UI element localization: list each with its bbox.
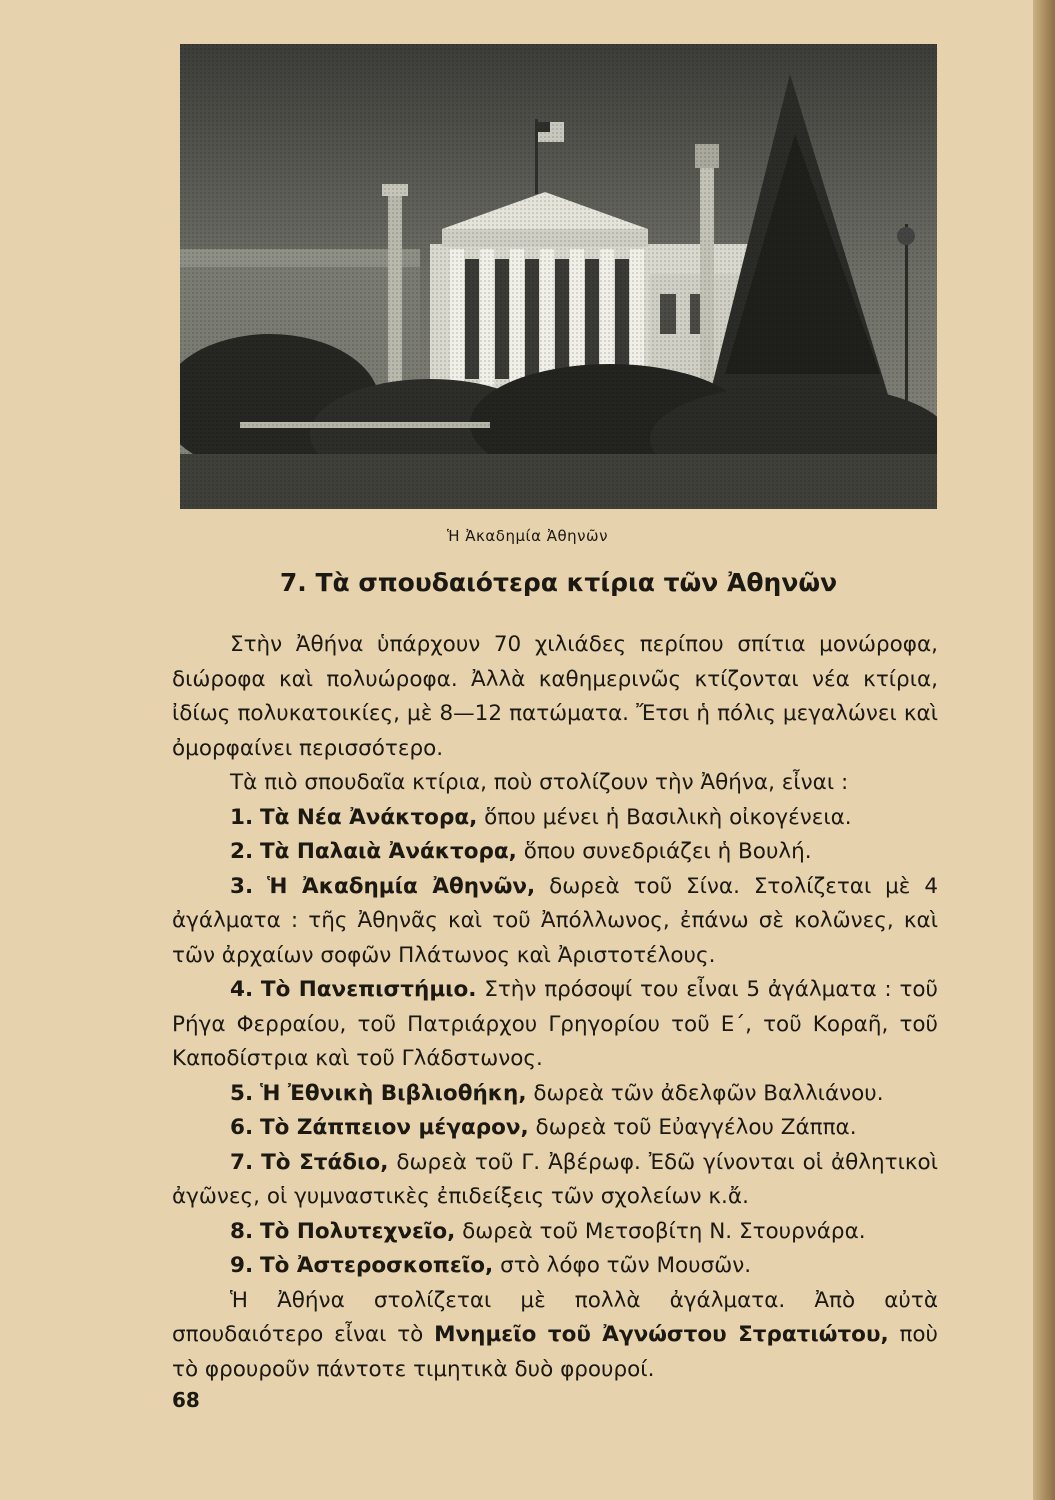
item-text: δωρεὰ τῶν ἀδελφῶν Βαλλιάνου. <box>533 1080 884 1106</box>
intro-paragraph-2: Τὰ πιὸ σπουδαῖα κτίρια, ποὺ στολίζουν τὴν Ἀθήνα, εἶναι : <box>230 770 849 795</box>
page-number: 68 <box>172 1388 200 1412</box>
item-name: Τὸ Πολυτεχνεῖο, <box>259 1218 456 1244</box>
item-number: 9. <box>230 1253 254 1278</box>
item-name: Τὰ Νέα Ἀνάκτορα, <box>259 804 478 830</box>
closing-text-after: ποὺ τὸ φρουροῦν πάντοτε τιμητικὰ δυὸ φρουροί. <box>172 1322 938 1382</box>
item-name: Τὸ Πανεπιστήμιο. <box>260 977 477 1002</box>
list-item <box>172 973 938 1077</box>
list-item <box>172 1077 938 1112</box>
item-text: ὅπου συνεδριάζει ἡ Βουλή. <box>523 839 812 864</box>
item-name: Ἡ Ἀκαδημία Ἀθηνῶν, <box>267 873 536 899</box>
list-item <box>172 1215 938 1250</box>
list-item <box>172 801 938 836</box>
item-name: Τὸ Στάδιο, <box>261 1149 389 1175</box>
item-name: Τὸ Ἀστεροσκοπεῖο, <box>259 1253 494 1278</box>
section-number: 7. <box>279 568 307 597</box>
item-text: δωρεὰ τοῦ Γ. Ἀβέρωφ. Ἐδῶ γίνονται οἱ ἀθλητικοὶ ἀγῶνες, οἱ γυμναστικὲς ἐπιδείξεις τῶν σχολείων κ.ἄ. <box>172 1149 938 1209</box>
photo-caption: Ἡ Ἀκαδημία Ἀθηνῶν <box>446 527 608 545</box>
list-item <box>172 1249 938 1284</box>
item-text: δωρεὰ τοῦ Μετσοβίτη Ν. Στουρνάρα. <box>462 1218 866 1244</box>
closing-text-before: Ἡ Ἀθήνα στολίζεται μὲ πολλὰ ἀγάλματα. Ἀπὸ αὐτὰ σπουδαιότερο εἶναι τὸ <box>172 1287 938 1347</box>
item-number: 8. <box>230 1218 254 1244</box>
item-number: 3. <box>230 873 254 899</box>
item-number: 4. <box>230 977 254 1002</box>
item-text: στὸ λόφο τῶν Μουσῶν. <box>500 1253 752 1278</box>
list-item <box>172 1111 938 1146</box>
list-item <box>172 870 938 974</box>
closing-monument-name: Μνημεῖο τοῦ Ἀγνώστου Στρατιώτου, <box>434 1322 889 1347</box>
item-name: Ἡ Ἐθνικὴ Βιβλιοθήκη, <box>259 1080 527 1106</box>
item-number: 7. <box>230 1149 254 1175</box>
item-number: 1. <box>230 804 254 830</box>
closing-paragraph <box>172 1284 938 1388</box>
body-text <box>172 628 938 1387</box>
item-text: ὅπου μένει ἡ Βασιλικὴ οἰκογένεια. <box>484 804 852 830</box>
list-item <box>172 835 938 870</box>
item-text: Στὴν πρόσοψί του εἶναι 5 ἀγάλματα : τοῦ Ρήγα Φερραίου, τοῦ Πατριάρχου Γρηγορίου τοῦ Ε΄, τοῦ Κοραῆ, τοῦ Καποδίστρια καὶ τοῦ Γλάδστωνος. <box>172 977 938 1071</box>
academy-of-athens-photo <box>180 44 937 509</box>
page-edge <box>1033 0 1055 1500</box>
item-text: δωρεὰ τοῦ Εὐαγγέλου Ζάππα. <box>535 1115 857 1140</box>
intro-paragraph-1: Στὴν Ἀθήνα ὑπάρχουν 70 χιλιάδες περίπου σπίτια μονώροφα, διώροφα καὶ πολυώροφα. Ἀλλὰ καθημερινῶς κτίζονται νέα κτίρια, ἰδίως πολυκατοικίες, μὲ 8—12 πατώματα. Ἔτσι ἡ πόλις μεγαλώνει καὶ ὀμορφαίνει περισσότερο. <box>172 632 938 761</box>
list-item <box>172 1146 938 1215</box>
item-number: 5. <box>230 1080 254 1106</box>
section-title: Τὰ σπουδαιότερα κτίρια τῶν Ἀθηνῶν <box>315 568 838 597</box>
item-number: 2. <box>230 839 254 864</box>
item-number: 6. <box>230 1115 254 1140</box>
item-name: Τὰ Παλαιὰ Ἀνάκτορα, <box>259 839 517 864</box>
item-text: δωρεὰ τοῦ Σίνα. Στολίζεται μὲ 4 ἀγάλματα : τῆς Ἀθηνᾶς καὶ τοῦ Ἀπόλλωνος, ἐπάνω σὲ κολῶνες, καὶ τῶν ἀρχαίων σοφῶν Πλάτωνος καὶ Ἀριστοτέλους. <box>172 873 938 968</box>
section-heading <box>180 568 937 597</box>
item-name: Τὸ Ζάππειον μέγαρον, <box>259 1115 529 1140</box>
